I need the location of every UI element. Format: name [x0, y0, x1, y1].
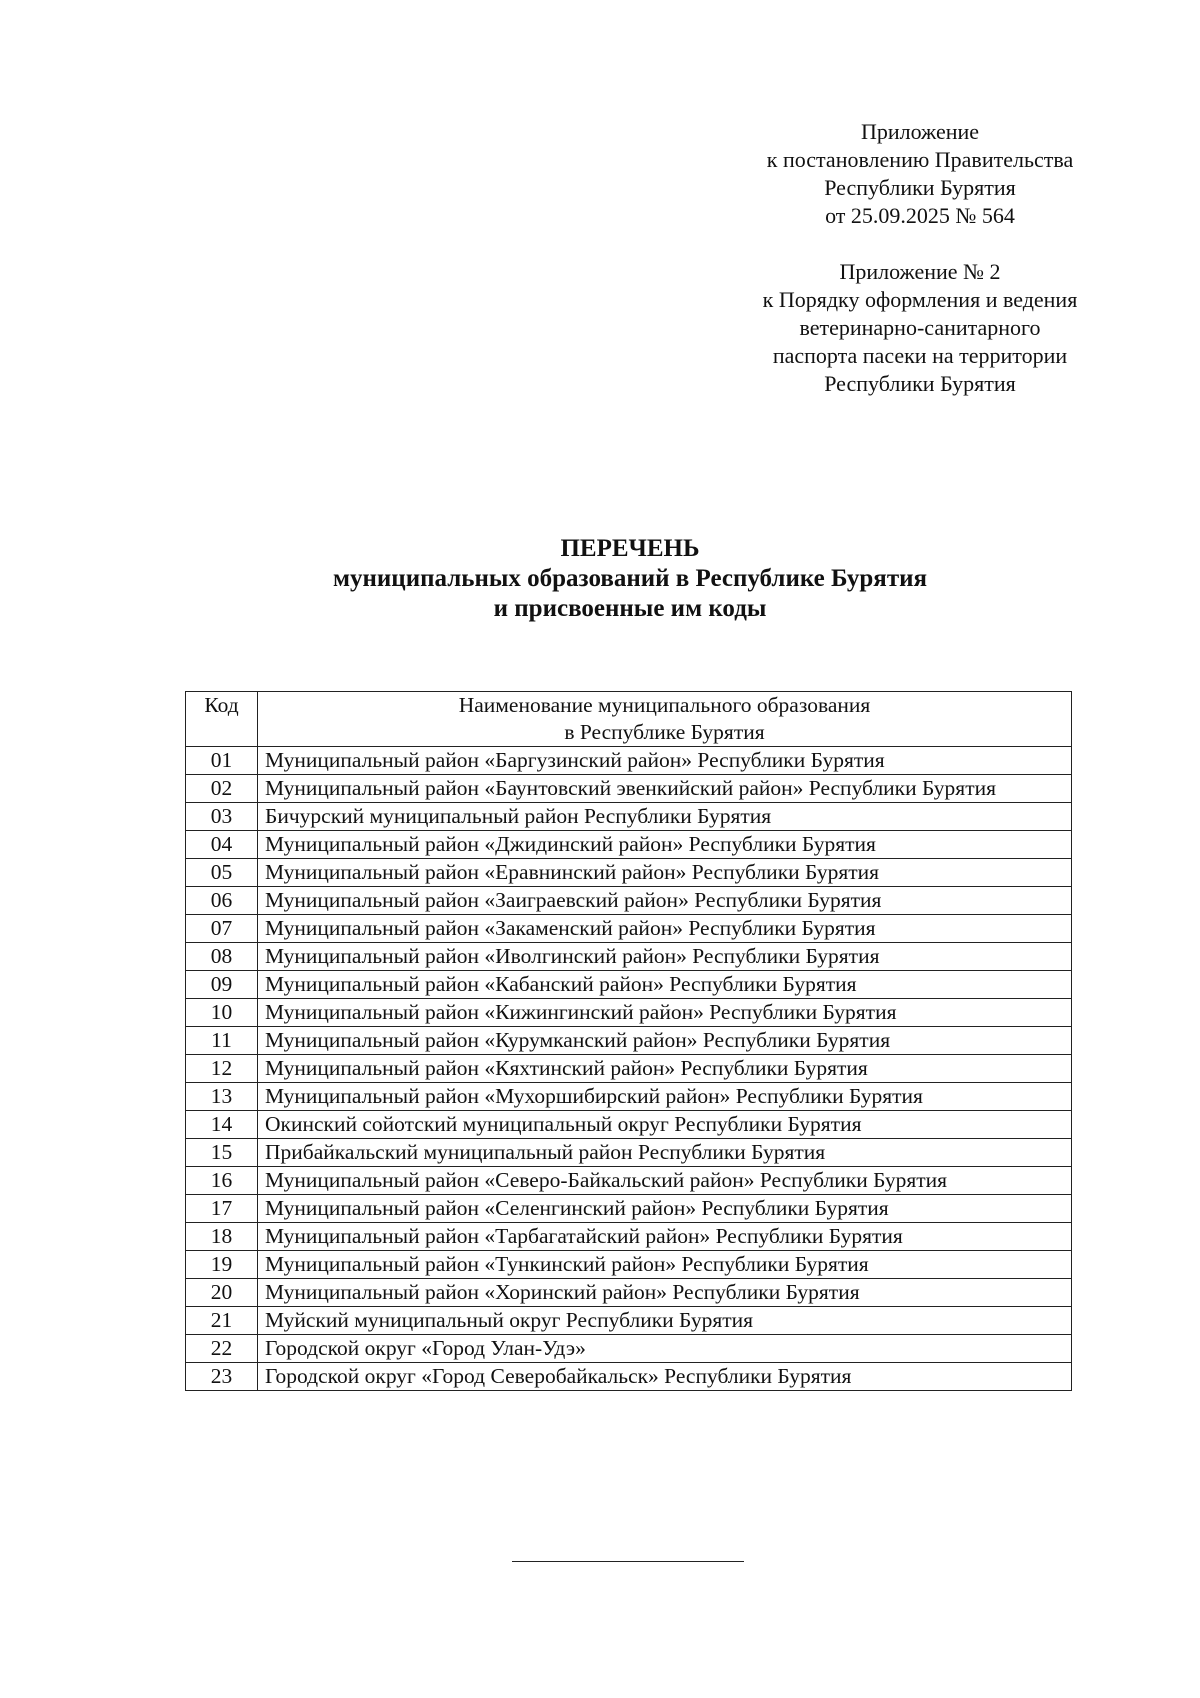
annex-procedure-line: ветеринарно-санитарного [799, 315, 1041, 340]
table-row [186, 1251, 1072, 1279]
row-code: 16 [186, 1167, 258, 1195]
table-row [186, 943, 1072, 971]
table-row [186, 747, 1072, 775]
annex-procedure-line: Приложение № 2 [839, 259, 1001, 284]
header-code: Код [186, 692, 258, 747]
document-heading [0, 534, 1200, 624]
row-code: 12 [186, 1055, 258, 1083]
table-row [186, 887, 1072, 915]
table-row [186, 1083, 1072, 1111]
row-code: 19 [186, 1251, 258, 1279]
table-row [186, 1167, 1072, 1195]
header-name [258, 692, 1072, 747]
row-code: 06 [186, 887, 258, 915]
annex-main-line: к постановлению Правительства [766, 147, 1074, 172]
row-name: Городской округ «Город Северобайкальск» Республики Бурятия [258, 1363, 1072, 1391]
table-row [186, 1335, 1072, 1363]
row-code: 05 [186, 859, 258, 887]
row-name: Муниципальный район «Закаменский район» Республики Бурятия [258, 915, 1072, 943]
row-name: Муниципальный район «Кабанский район» Республики Бурятия [258, 971, 1072, 999]
table-row [186, 831, 1072, 859]
row-code: 21 [186, 1307, 258, 1335]
row-name: Прибайкальский муниципальный район Республики Бурятия [258, 1139, 1072, 1167]
table-row [186, 1195, 1072, 1223]
row-name: Муниципальный район «Тарбагатайский район» Республики Бурятия [258, 1223, 1072, 1251]
row-code: 08 [186, 943, 258, 971]
row-name: Муниципальный район «Кижингинский район» Республики Бурятия [258, 999, 1072, 1027]
table-row [186, 999, 1072, 1027]
row-name: Муниципальный район «Селенгинский район» Республики Бурятия [258, 1195, 1072, 1223]
table-row [186, 1055, 1072, 1083]
table-row [186, 1363, 1072, 1391]
municipalities-table [185, 691, 1072, 1391]
annex-procedure-line: Республики Бурятия [824, 371, 1016, 396]
row-name: Муниципальный район «Кяхтинский район» Республики Бурятия [258, 1055, 1072, 1083]
annex-main-line: Приложение [860, 119, 980, 144]
row-name: Бичурский муниципальный район Республики Бурятия [258, 803, 1072, 831]
row-code: 17 [186, 1195, 258, 1223]
row-name: Муниципальный район «Иволгинский район» Республики Бурятия [258, 943, 1072, 971]
row-code: 13 [186, 1083, 258, 1111]
row-code: 18 [186, 1223, 258, 1251]
table-row [186, 971, 1072, 999]
row-name: Муниципальный район «Курумканский район» Республики Бурятия [258, 1027, 1072, 1055]
row-name: Муниципальный район «Тункинский район» Республики Бурятия [258, 1251, 1072, 1279]
row-name: Окинский сойотский муниципальный округ Республики Бурятия [258, 1111, 1072, 1139]
row-code: 15 [186, 1139, 258, 1167]
footer-divider [512, 1561, 744, 1562]
row-code: 09 [186, 971, 258, 999]
row-code: 10 [186, 999, 258, 1027]
row-name: Муниципальный район «Баунтовский эвенкийский район» Республики Бурятия [258, 775, 1072, 803]
row-name: Муниципальный район «Заиграевский район» Республики Бурятия [258, 887, 1072, 915]
heading-subtitle-line-2: и присвоенные им коды [493, 595, 767, 622]
table-row [186, 1307, 1072, 1335]
table-row [186, 1223, 1072, 1251]
heading-subtitle-line-1: муниципальных образований в Республике Бурятия [332, 565, 928, 592]
table-row [186, 1139, 1072, 1167]
row-name: Муниципальный район «Джидинский район» Республики Бурятия [258, 831, 1072, 859]
row-code: 14 [186, 1111, 258, 1139]
table-row [186, 1279, 1072, 1307]
row-name: Муниципальный район «Северо-Байкальский район» Республики Бурятия [258, 1167, 1072, 1195]
row-code: 22 [186, 1335, 258, 1363]
annex-main-line: Республики Бурятия [824, 175, 1016, 200]
header-name-line-2: в Республике Бурятия [564, 720, 765, 744]
row-code: 02 [186, 775, 258, 803]
row-code: 04 [186, 831, 258, 859]
row-code: 03 [186, 803, 258, 831]
table-row [186, 775, 1072, 803]
row-code: 11 [186, 1027, 258, 1055]
annex-procedure-block [700, 258, 1140, 398]
row-name: Городской округ «Город Улан-Удэ» [258, 1335, 1072, 1363]
table-row [186, 1111, 1072, 1139]
annex-main-block [700, 118, 1140, 230]
row-name: Муниципальный район «Баргузинский район» Республики Бурятия [258, 747, 1072, 775]
table-header-row [186, 692, 1072, 747]
row-code: 23 [186, 1363, 258, 1391]
table-row [186, 803, 1072, 831]
row-name: Муниципальный район «Мухоршибирский район» Республики Бурятия [258, 1083, 1072, 1111]
row-name: Муниципальный район «Хоринский район» Республики Бурятия [258, 1279, 1072, 1307]
table-row [186, 915, 1072, 943]
row-name: Муйский муниципальный округ Республики Бурятия [258, 1307, 1072, 1335]
row-code: 20 [186, 1279, 258, 1307]
table-row [186, 1027, 1072, 1055]
heading-title: ПЕРЕЧЕНЬ [560, 535, 700, 562]
header-name-line-1: Наименование муниципального образования [458, 693, 871, 717]
annex-procedure-line: к Порядку оформления и ведения [762, 287, 1078, 312]
table-row [186, 859, 1072, 887]
row-code: 01 [186, 747, 258, 775]
annex-main-line: от 25.09.2025 № 564 [825, 203, 1015, 228]
annex-procedure-line: паспорта пасеки на территории [772, 343, 1068, 368]
row-code: 07 [186, 915, 258, 943]
row-name: Муниципальный район «Еравнинский район» Республики Бурятия [258, 859, 1072, 887]
table-body [186, 747, 1072, 1391]
